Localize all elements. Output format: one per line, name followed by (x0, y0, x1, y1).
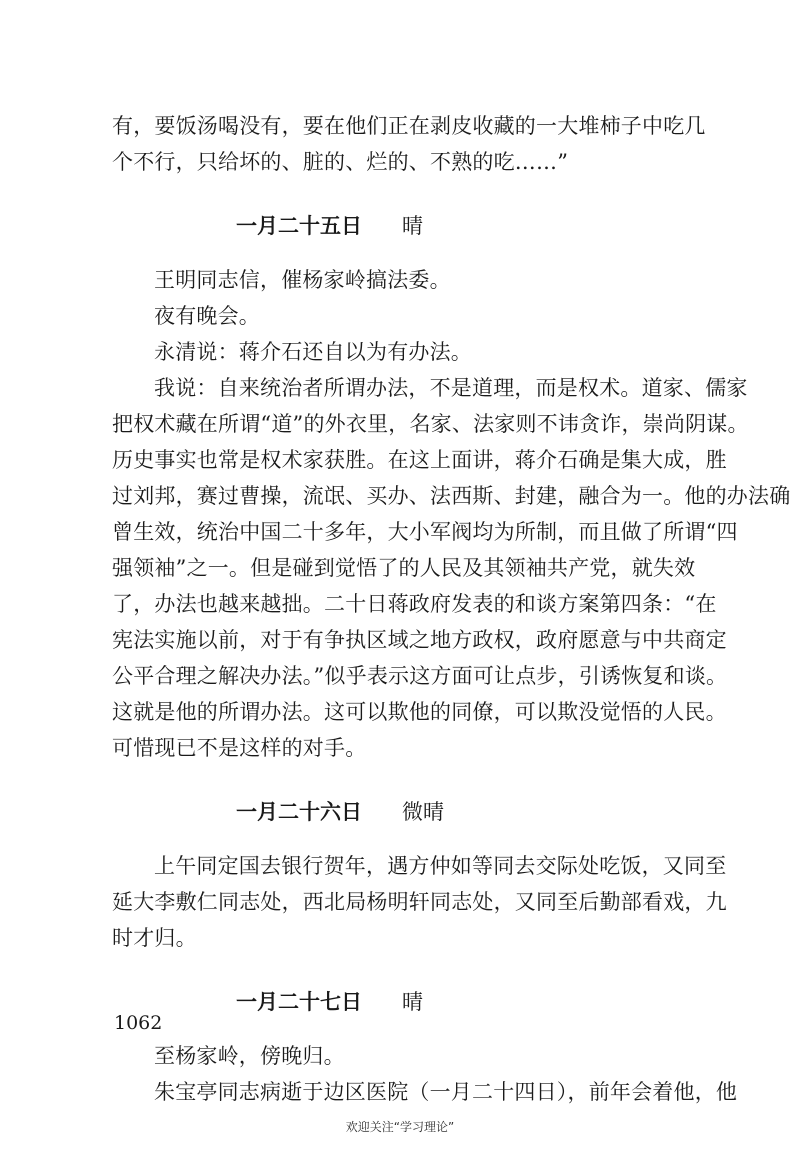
body-line: 夜有晚会。 (154, 304, 260, 328)
body-line: 至杨家岭，傍晚归。 (154, 1044, 345, 1068)
body-line: 朱宝亭同志病逝于边区医院（一月二十四日），前年会着他，他 (154, 1080, 738, 1104)
diary-date-heading (112, 984, 690, 1020)
body-line: 王明同志信，催杨家岭搞法委。 (154, 268, 451, 292)
body-line: 把权术藏在所谓“道”的外衣里，名家、法家则不讳贪诈，崇尚阴谋。 (112, 412, 749, 436)
entry-weather: 晴 (402, 990, 423, 1014)
entry-date: 一月二十六日 (236, 799, 362, 824)
footer-note: 欢迎关注“学习理论” (345, 1120, 455, 1134)
body-line: 时才归。 (112, 926, 197, 950)
body-line: 永清说：蒋介石还自以为有办法。 (154, 340, 472, 364)
body-line: 上午同定国去银行贺年，遇方仲如等同去交际处吃饭，又同至 (154, 854, 727, 878)
body-line: 了，办法也越来越拙。二十日蒋政府发表的和谈方案第四条：“在 (112, 592, 717, 616)
entry-date: 一月二十五日 (236, 213, 362, 238)
diary-date-heading (112, 794, 690, 830)
body-line: 过刘邦，赛过曹操，流氓、买办、法西斯、封建，融合为一。他的办法确 (112, 484, 791, 508)
entry-weather: 晴 (402, 214, 423, 238)
entry-date: 一月二十七日 (236, 989, 362, 1014)
body-line: 这就是他的所谓办法。这可以欺他的同僚，可以欺没觉悟的人民。 (112, 700, 727, 724)
body-line: 可惜现已不是这样的对手。 (112, 736, 367, 760)
body-line: 我说：自来统治者所谓办法，不是道理，而是权术。道家、儒家 (154, 376, 748, 400)
body-line: 曾生效，统治中国二十多年，大小军阀均为所制，而且做了所谓“四 (112, 520, 738, 544)
body-line: 个不行，只给坏的、脏的、烂的、不熟的吃……” (112, 150, 569, 174)
body-line: 强领袖”之一。但是碰到觉悟了的人民及其领袖共产党，就失效 (112, 556, 696, 580)
body-line: 公平合理之解决办法。”似乎表示这方面可让点步，引诱恢复和谈。 (112, 664, 728, 688)
page-body (112, 108, 791, 1110)
diary-date-heading (112, 208, 690, 244)
entry-weather: 微晴 (402, 800, 444, 824)
body-line: 有，要饭汤喝没有，要在他们正在剥皮收藏的一大堆柿子中吃几 (112, 114, 706, 138)
page-number: 1062 (114, 1012, 163, 1034)
body-line: 宪法实施以前，对于有争执区域之地方政权，政府愿意与中共商定 (112, 628, 727, 652)
body-line: 历史事实也常是权术家获胜。在这上面讲，蒋介石确是集大成，胜 (112, 448, 727, 472)
body-line: 延大李敷仁同志处，西北局杨明轩同志处，又同至后勤部看戏，九 (112, 890, 727, 914)
